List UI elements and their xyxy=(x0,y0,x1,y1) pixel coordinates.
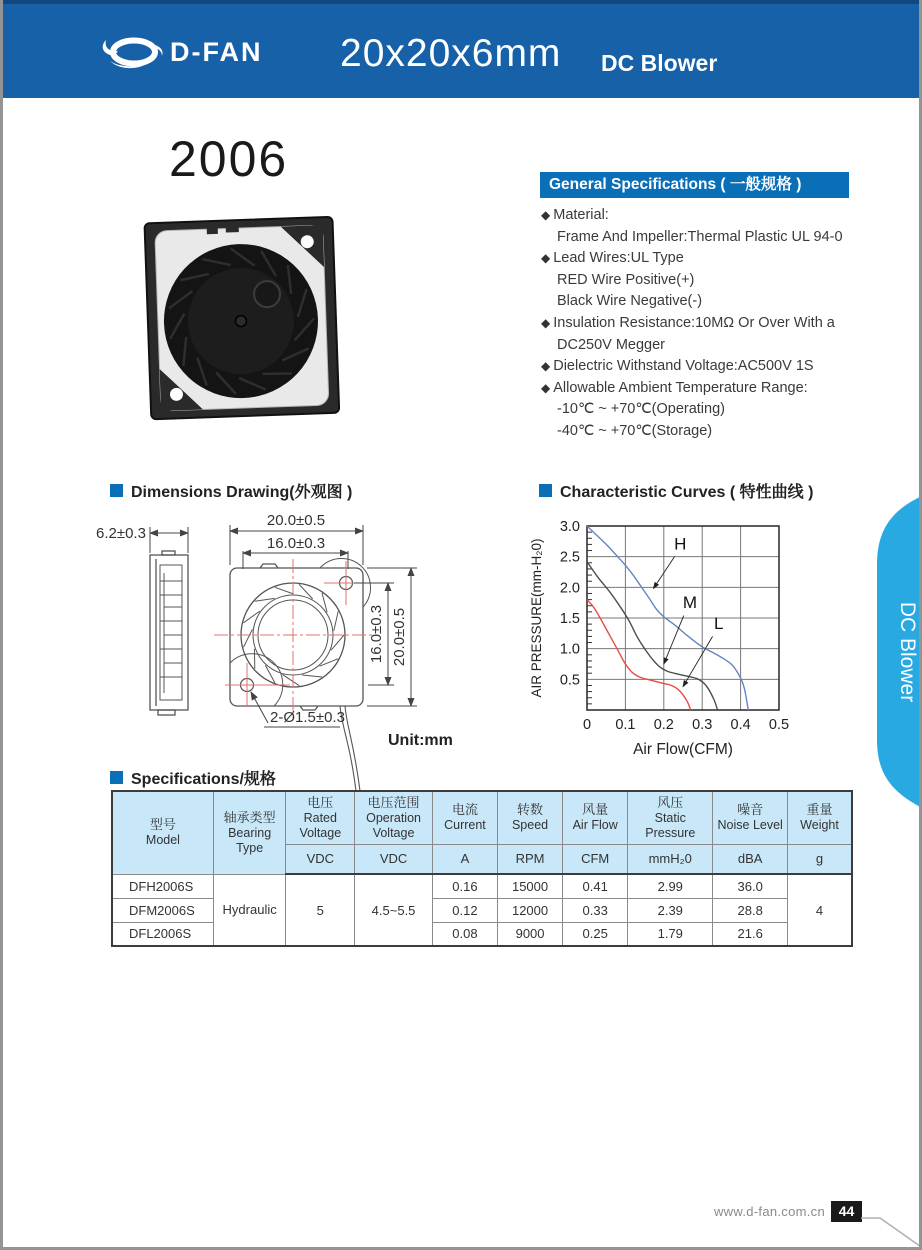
pressure-cell: 2.99 xyxy=(628,874,713,898)
dim-label-outer-w: 20.0±0.5 xyxy=(266,512,326,529)
blue-square-icon xyxy=(539,484,552,497)
product-size-title: 20x20x6mm xyxy=(340,32,562,75)
col-header-operation-voltage: 电压范围 Operation Voltage xyxy=(355,791,433,844)
airflow-cell: 0.33 xyxy=(563,898,628,922)
spec-table xyxy=(111,790,853,947)
svg-text:2.5: 2.5 xyxy=(559,549,580,566)
side-tab-label: DC Blower xyxy=(896,601,919,703)
unit-cell: A xyxy=(432,844,497,874)
svg-text:0: 0 xyxy=(582,717,592,733)
airflow-cell: 0.25 xyxy=(563,922,628,946)
dim-label-inner-h: 16.0±0.3 xyxy=(368,604,385,664)
footer-corner-line xyxy=(858,1193,922,1250)
col-header-weight: 重量 Weight xyxy=(788,791,852,844)
model-cell: DFL2006S xyxy=(112,922,213,946)
unit-cell: g xyxy=(788,844,852,874)
svg-text:1.0: 1.0 xyxy=(559,641,580,658)
col-header-model: 型号 Model xyxy=(112,791,213,874)
dimensions-drawing xyxy=(88,503,508,803)
svg-text:H: H xyxy=(674,534,687,554)
dim-label-inner-w: 16.0±0.3 xyxy=(266,535,326,552)
airflow-cell: 0.41 xyxy=(563,874,628,898)
svg-text:0.3: 0.3 xyxy=(692,717,713,733)
noise-cell: 21.6 xyxy=(713,922,788,946)
operation-voltage-cell: 4.5~5.5 xyxy=(355,874,433,946)
dim-label-side: 6.2±0.3 xyxy=(96,525,146,542)
model-title: 2006 xyxy=(169,131,289,187)
unit-cell: VDC xyxy=(286,844,355,874)
svg-text:0.4: 0.4 xyxy=(730,717,751,733)
footer-website: www.d-fan.com.cn xyxy=(713,1204,825,1219)
speed-cell: 15000 xyxy=(498,874,563,898)
spec-line: ◆ Dielectric Withstand Voltage:AC500V 1S xyxy=(541,356,871,378)
general-specs-title-bar: General Specifications ( 一般规格 ) xyxy=(540,172,849,198)
model-cell: DFH2006S xyxy=(112,874,213,898)
characteristic-curves-chart xyxy=(527,500,849,765)
svg-text:0.5: 0.5 xyxy=(768,717,790,733)
diamond-bullet-icon xyxy=(541,250,553,266)
svg-text:3.0: 3.0 xyxy=(559,519,580,535)
col-header-current: 电流 Current xyxy=(432,791,497,844)
product-photo xyxy=(134,206,352,438)
unit-cell: CFM xyxy=(563,844,628,874)
current-cell: 0.16 xyxy=(432,874,497,898)
svg-text:Air Flow(CFM): Air Flow(CFM) xyxy=(633,741,733,758)
unit-cell: dBA xyxy=(713,844,788,874)
weight-cell: 4 xyxy=(788,874,852,946)
product-type-title: DC Blower xyxy=(601,50,718,76)
spec-line: Black Wire Negative(-) xyxy=(557,293,703,310)
diamond-bullet-icon xyxy=(541,207,553,223)
model-cell: DFM2006S xyxy=(112,898,213,922)
col-header-rated-voltage: 电压 Rated Voltage xyxy=(286,791,355,844)
svg-text:0.2: 0.2 xyxy=(653,717,674,733)
spec-line: -10℃ ~ +70℃(Operating) xyxy=(557,401,725,418)
general-specs-list xyxy=(541,205,871,443)
blue-square-icon xyxy=(110,484,123,497)
fan-swirl-icon xyxy=(100,30,166,74)
side-tab xyxy=(864,488,922,818)
drawing-unit-label: Unit:mm xyxy=(388,732,453,749)
dim-label-holes: 2-Ø1.5±0.3 xyxy=(270,709,345,726)
diamond-bullet-icon xyxy=(541,358,553,374)
section-header-specifications: Specifications/规格 xyxy=(110,766,276,789)
section-header-curves: Characteristic Curves ( 特性曲线 ) xyxy=(539,479,813,502)
brand-name: D-FAN xyxy=(170,36,263,67)
spec-line: ◆ Insulation Resistance:10MΩ Or Over With a xyxy=(541,313,871,335)
dim-label-outer-h: 20.0±0.5 xyxy=(391,607,408,667)
noise-cell: 36.0 xyxy=(713,874,788,898)
spec-line: RED Wire Positive(+) xyxy=(557,271,695,288)
rated-voltage-cell: 5 xyxy=(286,874,355,946)
spec-line: DC250V Megger xyxy=(557,336,665,353)
diamond-bullet-icon xyxy=(541,315,553,331)
footer-page-number: 44 xyxy=(831,1201,862,1222)
spec-line: -40℃ ~ +70℃(Storage) xyxy=(557,422,713,439)
header-bar xyxy=(0,0,922,98)
speed-cell: 9000 xyxy=(498,922,563,946)
table-row xyxy=(112,874,852,898)
spec-line: ◆ Allowable Ambient Temperature Range: xyxy=(541,378,871,400)
brand-logo xyxy=(100,30,263,74)
svg-text:0.5: 0.5 xyxy=(559,672,580,689)
col-header-speed: 转数 Speed xyxy=(498,791,563,844)
spec-line: ◆ Material: xyxy=(541,205,871,227)
pressure-cell: 1.79 xyxy=(628,922,713,946)
svg-text:AIR PRESSURE(mm-H₂0): AIR PRESSURE(mm-H₂0) xyxy=(529,538,544,698)
section-header-dimensions: Dimensions Drawing(外观图 ) xyxy=(110,479,352,502)
pressure-cell: 2.39 xyxy=(628,898,713,922)
noise-cell: 28.8 xyxy=(713,898,788,922)
current-cell: 0.08 xyxy=(432,922,497,946)
svg-text:M: M xyxy=(682,593,697,613)
spec-line: ◆ Lead Wires:UL Type xyxy=(541,248,871,270)
unit-cell: mmH₂0 xyxy=(628,844,713,874)
svg-text:2.0: 2.0 xyxy=(559,580,580,597)
col-header-pressure: 风压 Static Pressure xyxy=(628,791,713,844)
unit-cell: VDC xyxy=(355,844,433,874)
bearing-cell: Hydraulic xyxy=(213,874,286,946)
speed-cell: 12000 xyxy=(498,898,563,922)
unit-cell: RPM xyxy=(498,844,563,874)
spec-line: Frame And Impeller:Thermal Plastic UL 94-0 xyxy=(557,228,843,245)
col-header-airflow: 风量 Air Flow xyxy=(563,791,628,844)
table-header-row xyxy=(112,791,852,844)
current-cell: 0.12 xyxy=(432,898,497,922)
svg-text:L: L xyxy=(713,614,724,634)
diamond-bullet-icon xyxy=(541,380,553,396)
col-header-noise: 噪音 Noise Level xyxy=(713,791,788,844)
svg-text:1.5: 1.5 xyxy=(559,611,580,627)
svg-text:0.1: 0.1 xyxy=(615,717,636,733)
col-header-bearing: 轴承类型 Bearing Type xyxy=(213,791,286,874)
